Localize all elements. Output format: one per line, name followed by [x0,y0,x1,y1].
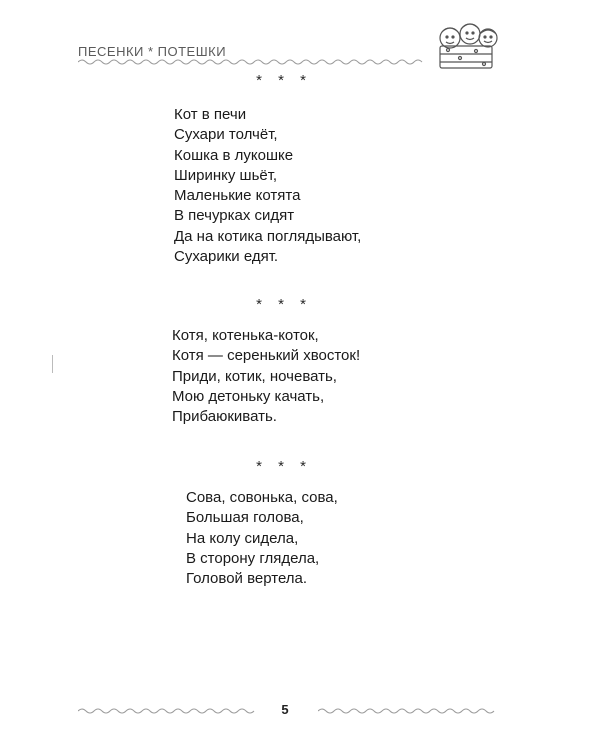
margin-mark [52,355,53,373]
poem-line: Мою детоньку качать, [172,387,325,405]
poem-line: Да на котика поглядывают, [174,227,362,245]
poem-line: На колу сидела, [186,529,299,547]
poem-line: Приди, котик, ночевать, [172,367,337,385]
poem-line: Ширинку шьёт, [174,166,278,184]
poem-line: Сухарики едят. [174,248,279,266]
poem-line: Прибаюкивать. [172,408,277,426]
running-header-title: ПЕСЕНКИ * ПОТЕШКИ [78,44,227,59]
poem-line: Сова, совонька, сова, [186,489,338,506]
footer-wavy-rule-right [318,707,498,715]
poem-2 [172,326,360,427]
poem-line: В печурках сидят [174,207,295,225]
children-faces-icon [432,16,502,72]
footer-wavy-rule-left [78,707,258,715]
poem-line: Большая голова, [186,509,304,527]
poem-line: Кошка в лукошке [174,146,294,164]
poem-line: Маленькие котята [174,187,301,205]
header-wavy-rule [78,58,428,66]
poem-line: В сторону глядела, [186,549,320,567]
poem-line: Головой вертела. [186,570,308,588]
poem-line: Сухари толчёт, [174,126,278,144]
poem-3 [186,488,338,589]
poem-line: Котя — серенький хвосток! [172,347,361,365]
stanza-separator: * * * [256,296,312,313]
poem-1 [174,105,361,267]
poem-line: Котя, котенька-коток, [172,327,319,344]
poem-line: Кот в печи [174,106,247,123]
stanza-separator: * * * [256,458,312,475]
page-number: 5 [281,702,289,717]
stanza-separator: * * * [256,72,312,89]
